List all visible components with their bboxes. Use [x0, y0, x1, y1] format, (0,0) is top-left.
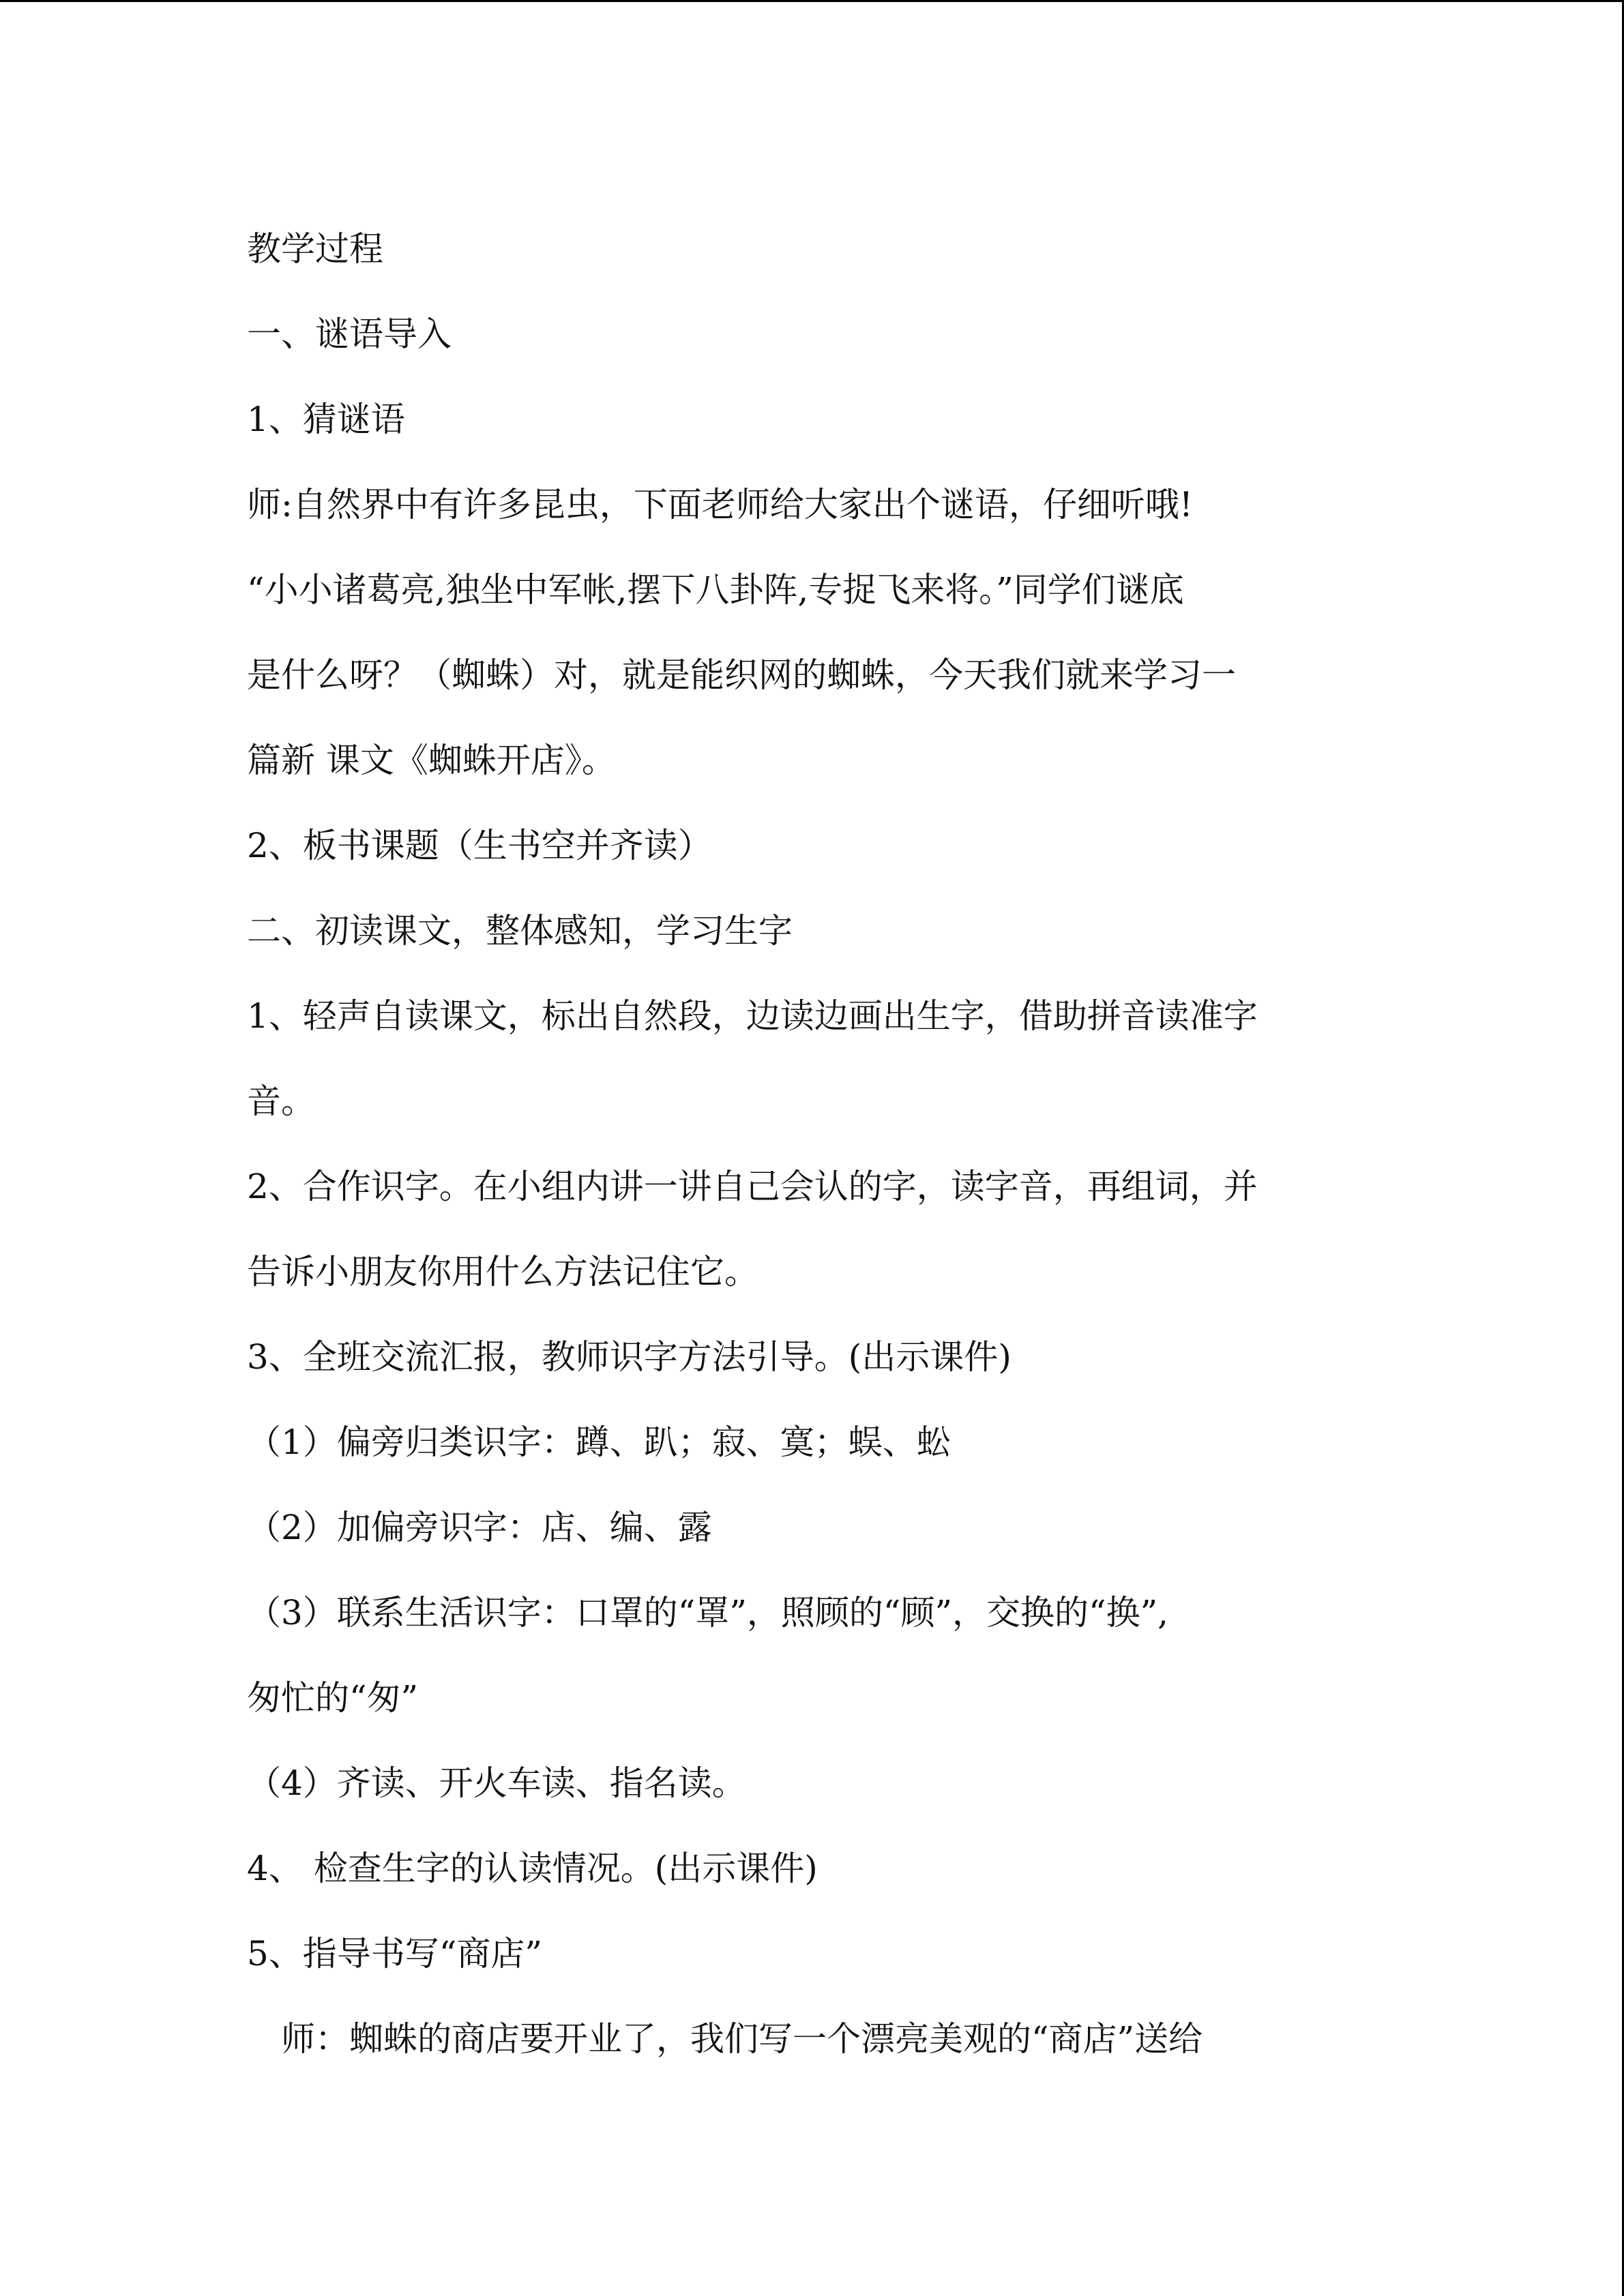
subsection-heading: 2、板书课题（生书空并齐读） — [247, 826, 712, 865]
list-item: （4）齐读、开火车读、指名读。 — [247, 1763, 746, 1803]
text-line: 是什么呀？（蜘蛛）对，就是能织网的蜘蛛，今天我们就来学习一 — [247, 655, 1236, 695]
text-line: 篇新 课文《蜘蛛开店》。 — [247, 741, 616, 780]
text-line: 2、合作识字。在小组内讲一讲自己会认的字，读字音，再组词，并 — [247, 1167, 1258, 1206]
text-line: “小小诸葛亮,独坐中军帐,摆下八卦阵,专捉飞来将。”同学们谜底 — [247, 570, 1184, 610]
text-line: 告诉小朋友你用什么方法记住它。 — [247, 1252, 758, 1292]
text-line: 师:自然界中有许多昆虫，下面老师给大家出个谜语，仔细听哦! — [247, 485, 1193, 524]
section-heading: 二、初读课文，整体感知，学习生字 — [247, 911, 793, 951]
text-line: 匆忙的“匆” — [247, 1678, 419, 1718]
subsection-heading: 1、猜谜语 — [247, 400, 405, 439]
list-item: （3）联系生活识字：口罩的“罩”，照顾的“顾”，交换的“换”, — [247, 1593, 1169, 1632]
text-line: 3、全班交流汇报，教师识字方法引导。(出示课件) — [247, 1337, 1012, 1377]
section-heading: 一、谜语导入 — [247, 314, 452, 354]
text-line: 5、指导书写“商店” — [247, 1934, 542, 1973]
text-line: 师：蜘蛛的商店要开业了，我们写一个漂亮美观的“商店”送给 — [281, 2019, 1203, 2059]
text-line: 1、轻声自读课文，标出自然段，边读边画出生字，借助拼音读准字 — [247, 996, 1258, 1036]
text-line: 音。 — [247, 1082, 315, 1121]
list-item: （1）偏旁归类识字：蹲、趴；寂、寞；蜈、蚣 — [247, 1422, 951, 1462]
text-line: 4、 检查生字的认读情况。(出示课件) — [247, 1849, 818, 1888]
document-body — [247, 207, 1379, 2082]
section-title: 教学过程 — [247, 229, 383, 269]
list-item: （2）加偏旁识字：店、编、露 — [247, 1508, 712, 1547]
